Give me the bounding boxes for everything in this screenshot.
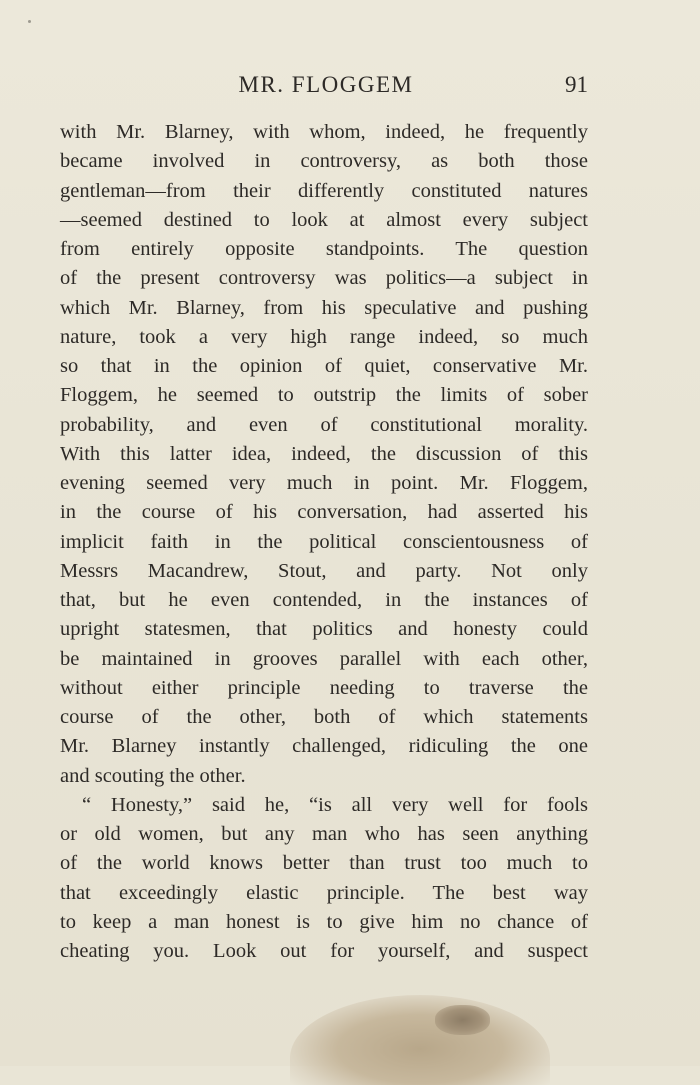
text-line: Messrs Macandrew, Stout, and party. Not only bbox=[60, 559, 588, 582]
text-line: implicit faith in the political conscientousness of bbox=[60, 530, 588, 553]
text-line: of the present controversy was politics—a subject in bbox=[60, 267, 588, 290]
text-line: that exceedingly elastic principle. The best way bbox=[60, 881, 588, 904]
text-line: Floggem, he seemed to outstrip the limits of sober bbox=[60, 384, 588, 407]
text-line: course of the other, both of which statements bbox=[60, 706, 588, 728]
text-line: in the course of his conversation, had asserted his bbox=[60, 501, 588, 524]
text-line: which Mr. Blarney, from his speculative and pushing bbox=[60, 296, 588, 319]
paper-stain-dark bbox=[435, 1005, 490, 1035]
text-line: became involved in controversy, as both those bbox=[60, 150, 588, 173]
paper-stain bbox=[290, 995, 550, 1085]
page-header bbox=[0, 70, 700, 100]
paper-fleck bbox=[28, 20, 31, 23]
text-line: “ Honesty,” said he, “is all very well for fools bbox=[82, 793, 588, 816]
text-line: cheating you. Look out for yourself, and suspect bbox=[60, 940, 588, 962]
running-title: MR. FLOGGEM bbox=[238, 72, 414, 97]
body-text bbox=[60, 118, 588, 966]
text-line: —seemed destined to look at almost every subject bbox=[60, 208, 588, 231]
text-line: of the world knows better than trust too much to bbox=[60, 852, 588, 875]
text-line: Mr. Blarney instantly challenged, ridiculing the one bbox=[60, 735, 588, 758]
text-line: With this latter idea, indeed, the discussion of this bbox=[60, 442, 588, 465]
text-line: and scouting the other. bbox=[60, 764, 246, 787]
text-line: without either principle needing to traverse the bbox=[60, 676, 588, 699]
text-line: with Mr. Blarney, with whom, indeed, he frequently bbox=[60, 121, 588, 143]
text-line: probability, and even of constitutional morality. bbox=[60, 413, 588, 436]
text-line: be maintained in grooves parallel with each other, bbox=[60, 647, 588, 670]
text-line: evening seemed very much in point. Mr. Floggem, bbox=[60, 472, 588, 494]
text-line: or old women, but any man who has seen anything bbox=[60, 823, 588, 845]
text-line: from entirely opposite standpoints. The question bbox=[60, 238, 588, 260]
text-line: gentleman—from their differently constituted natures bbox=[60, 179, 588, 202]
page-number: 91 bbox=[565, 72, 588, 97]
text-line: so that in the opinion of quiet, conservative Mr. bbox=[60, 355, 588, 377]
text-line: that, but he even contended, in the instances of bbox=[60, 589, 588, 611]
text-line: nature, took a very high range indeed, so much bbox=[60, 325, 588, 348]
text-line: to keep a man honest is to give him no chance of bbox=[60, 910, 588, 933]
text-line: upright statesmen, that politics and honesty could bbox=[60, 618, 588, 641]
